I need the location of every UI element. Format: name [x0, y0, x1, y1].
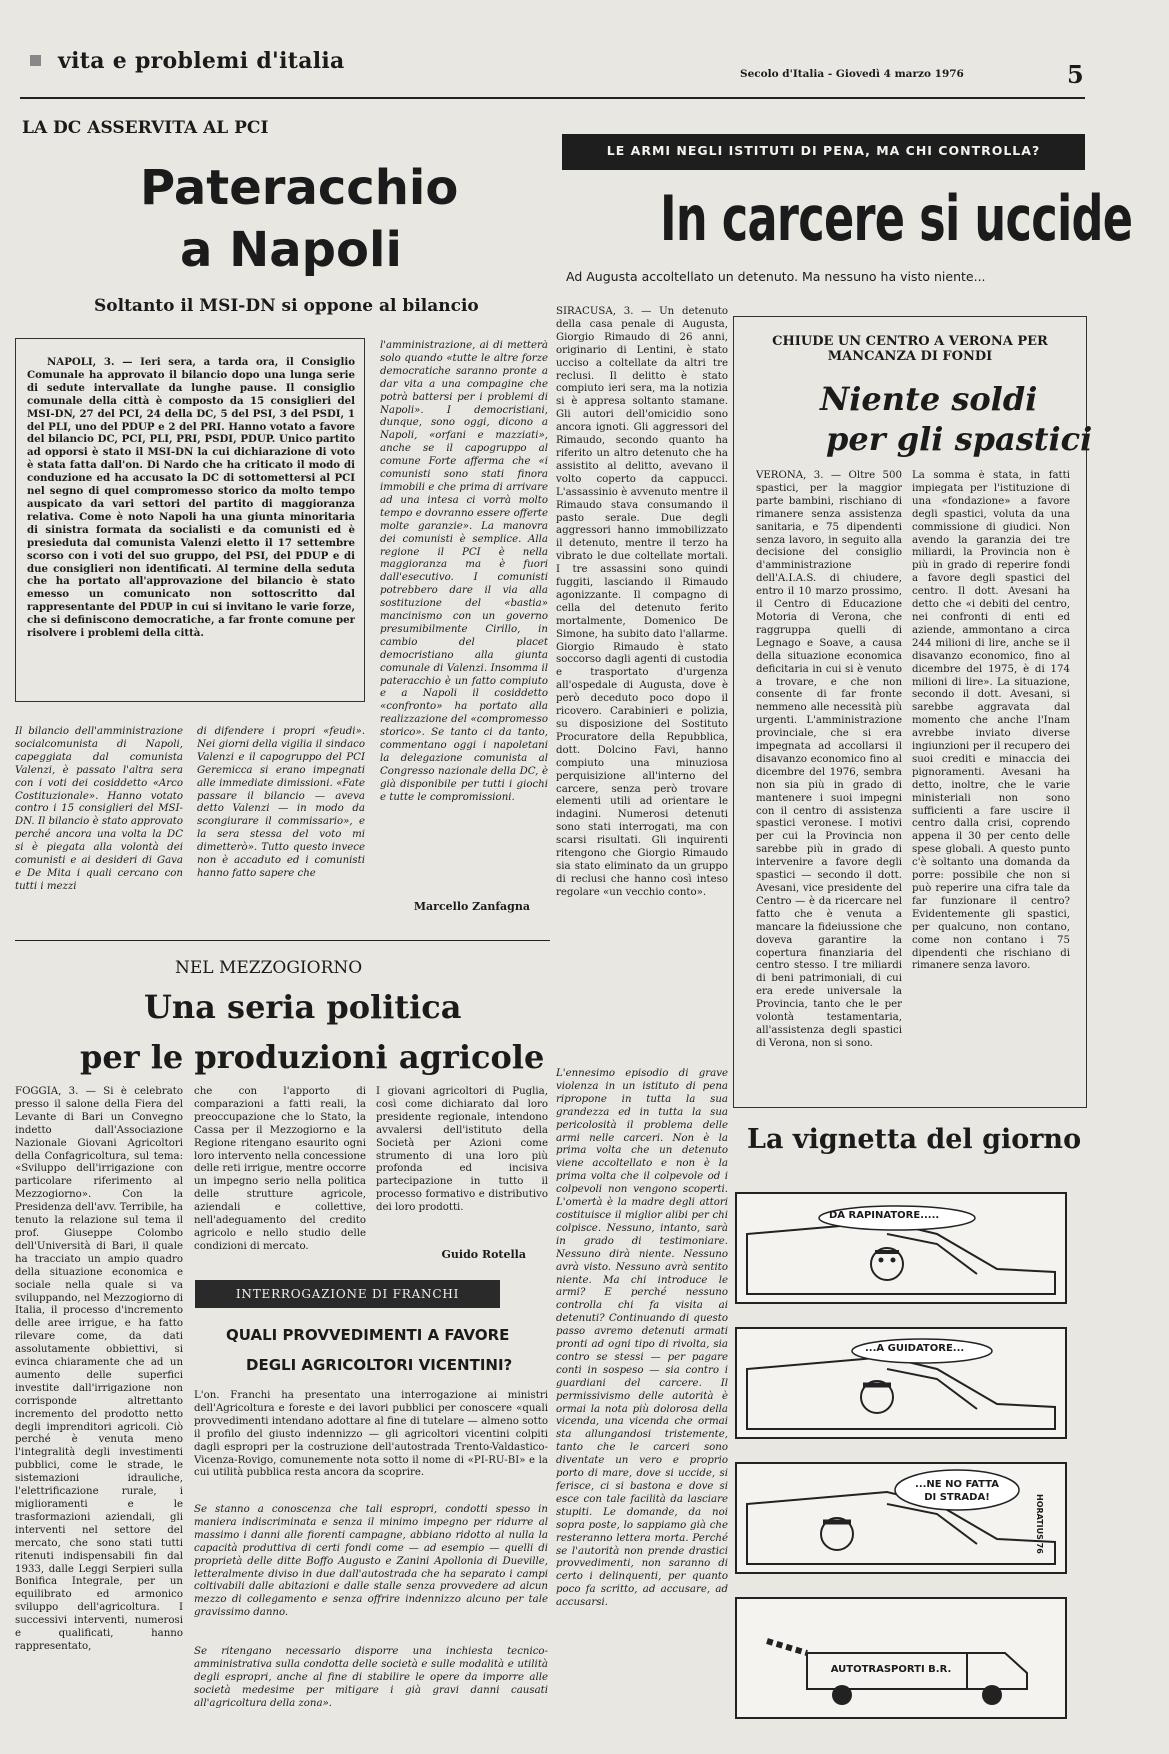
cartoon-panel-2 — [735, 1327, 1067, 1439]
dc-box-text: NAPOLI, 3. — Ieri sera, a tarda ora, il Consiglio Comunale ha approvato il bilancio dopo una lunga serie di sedute intervallate da lunghe pause. Il consiglio comunale della città è composto da 15 consiglieri del MSI-DN, 27 del PCI, 24 della DC, 5 del PSI, 3 del PSDI, 1 del PLI, uno del PDUP e 2 del PRI. Hanno votato a favore del bilancio DC, PCI, PLI, PRI, PSDI, PDUP. Unico partito ad opporsi è stato il MSI-DN la cui dichiarazione di voto è stata fatta dall'on. Di Nardo che ha criticato il modo di conduzione ed ha accusato la DC di sottomettersi al PCI nel segno di quel compromesso storico da molto tempo auspicato da vari settori del partito di maggioranza relativa. Come è noto Napoli ha una giunta minoritaria di sinistra formata da socialisti e da comunisti ed è presieduta dal comunista Valenzi eletto il 17 settembre scorso con i voti del suo gruppo, del PSI, del PDUP e di due consiglieri non identificati. Al termine della seduta che ha portato all'approvazione del bilancio è stato emesso un comunicato non sottoscritto dal rappresentante del PDUP in cui si invitano le varie forze, che si definiscono democratiche, a far fronte comune per risolvere i problemi della città. — [27, 356, 355, 640]
dc-headline-2: a Napoli — [180, 222, 402, 278]
carcere-column: SIRACUSA, 3. — Un detenuto della casa penale di Augusta, Giorgio Rimaudo di 26 anni, originario di Lentini, è stato ucciso a coltellate da altri tre reclusi. Il delitto è stato compiuto ieri sera, ma la notizia si è appresa soltanto stamane. Gli autori dell'omicidio sono ancora ignoti. Gli aggressori del Rimaudo, secondo quanto ha riferito un altro detenuto che ha assistito al delitto, avevano il volto coperto da cappucci. L'assassinio è avvenuto mentre il Rimaudo stava consumando il pasto serale. Due degli aggressori hanno immobilizzato il detenuto, mentre il terzo ha vibrato le due coltellate mortali. I tre assassini sono quindi fuggiti, lasciando il Rimaudo agonizzante. Il compagno di cella del detenuto ferito mortalmente, Domenico De Simone, ha subito dato l'allarme. Giorgio Rimaudo è stato soccorso dagli agenti di custodia e trasportato d'urgenza all'ospedale di Augusta, dove è però deceduto poco dopo il ricovero. Carabinieri e polizia, su disposizione del Sostituto Procuratore della Repubblica, dott. Dolcino Favi, hanno compiuto una minuziosa perquisizione all'interno del carcere, senza però trovare elementi utili ad orientare le indagini. Numerosi detenuti sono stati interrogati, ma con scarsi risultati. Gli inquirenti ritengono che Giorgio Rimaudo sia stato eliminato da un gruppo di reclusi che hanno così inteso regolare «un vecchio conto». — [556, 306, 728, 898]
panel-2-speech: ...A GUIDATORE... — [865, 1343, 965, 1354]
agricole-headline-2: per le produzioni agricole — [80, 1038, 545, 1076]
agricole-byline: Guido Rotella — [441, 1248, 526, 1261]
cartoon-panel-1 — [735, 1192, 1067, 1304]
agricole-column-b: che con l'apporto di comparazioni a fatti reali, la preoccupazione che lo Stato, la Cassa per il Mezzogiorno e la Regione ritengano esaurito ogni loro intervento nella concessione delle reti irrigue, mentre occorre un impegno serio nella politica delle strutture agricole, aziendali e collettive, nell'adeguamento del credito agricolo e nello studio delle condizioni di mercato. — [194, 1086, 366, 1252]
header-rule — [20, 97, 1085, 99]
truck-sign: AUTOTRASPORTI B.R. — [830, 1664, 952, 1675]
cartoon-panel-4 — [735, 1597, 1067, 1719]
dc-right-column: l'amministrazione, ai di metterà solo quando «tutte le altre forze democratiche saranno pronte a dar vita a una compagine che potrà battersi per i problemi di Napoli». I democristiani, dunque, sono oggi, dicono a Napoli, «orfani e mazziati», anche se il capogruppo al comune Forte afferma che «i comunisti sono stati finora immobili e che prima di arrivare ad una intesa ci vorrà molto tempo e dovranno essere offerte molte garanzie». La manovra dei comunisti è semplice. Alla regione il PCI è nella maggioranza ma è fuori dall'esecutivo. I comunisti potrebbero dare il via alla sostituzione del «bastia» mancinismo con un governo presumibilmente Cirillo, in cambio del placet democristiano alla giunta comunale di Valenzi. Insomma il pateracchio è un fatto compiuto e a Napoli il cosiddetto «confronto» ha portato alla realizzazione del «compromesso storico». Se tanto ci da tanto, commentano oggi i napoletani la delegazione comunista al Congresso nazionale della DC, è già disponibile per tutti i giochi e tutte le compromissioni. — [380, 340, 548, 803]
cartoonist-signature: HORATIUS 76 — [1035, 1494, 1044, 1554]
interrogazione-body-3: Se ritengano necessario disporre una inchiesta tecnico-amministrativa sulla condotta delle società e sulle modalità e utilità degli espropri, anche al fine di stabilire le opere da imporre alle società medesime per mitigare i già gravi danni causati all'agricoltura della zona». — [194, 1646, 548, 1709]
cartoon-panel-3 — [735, 1462, 1067, 1574]
section-title: vita e problemi d'italia — [58, 48, 345, 74]
carcere-headline: In carcere si uccide — [660, 182, 1133, 255]
masthead: Secolo d'Italia - Giovedì 4 marzo 1976 — [740, 68, 964, 80]
spastici-column-a: VERONA, 3. — Oltre 500 spastici, per la maggior parte bambini, rischiano di rimanere senza assistenza sanitaria, e 75 dipendenti senza lavoro, in seguito alla decisione del consiglio d'amministrazione dell'A.I.A.S. di chiudere, entro il 10 marzo prossimo, il Centro di Educazione Motoria di Verona, che raggruppa quelli di Legnago e Soave, a causa della situazione economica deficitaria in cui si è venuto a trovare, e che non consente di far fronte nemmeno alle necessità più urgenti. L'amministrazione provinciale, che si era impegnata ad accollarsi il disavanzo economico fino al dicembre del 1976, sembra non sia più in grado di mantenere i suoi impegni con il centro di assistenza spastici veronese. I motivi per cui la Provincia non sarebbe più in grado di intervenire a favore degli spastici — secondo il dott. Avesani, vice presidente del Centro — è da ricercare nel fatto che è venuta a mancare la fideiussione che doveva garantire la copertura finanziaria del centro stesso. I tre miliardi di beni patrimoniali, di cui era erede universale la Provincia, tanto che le per volontà testamentaria, all'assistenza degli spastici di Verona, non si sono. — [756, 470, 902, 1049]
panel-3-speech: ...NE NO FATTA DI STRADA! — [915, 1479, 999, 1503]
dc-column-a: Il bilancio dell'amministrazione socialcomunista di Napoli, capeggiata dal comunista Valenzi, è passato l'altra sera con i voti dei cosiddetto «Arco Costituzionale». Hanno votato contro i 15 consiglieri del MSI-DN. Il bilancio è stato approvato perché ancora una volta la DC si è piegata alla volontà dei comunisti e ai desideri di Gava e De Mita i quali cercano con tutti i mezzi — [15, 726, 183, 892]
dc-subhead: Soltanto il MSI-DN si oppone al bilancio — [94, 296, 479, 316]
dc-headline-1: Pateracchio — [140, 160, 459, 216]
spastici-kicker: CHIUDE UN CENTRO A VERONA PER MANCANZA DI FONDI — [772, 334, 1048, 364]
agricole-column-c: I giovani agricoltori di Puglia, così come dichiarato dal loro presidente regionale, intendono avvalersi dell'istituto della Società per Azioni come strumento di una loro più profonda ed incisiva partecipazione in tutto il processo formativo e distributivo dei loro prodotti. — [376, 1086, 548, 1214]
spastici-headline-2: per gli spastici — [826, 420, 1093, 458]
dc-column-b: di difendere i propri «feudi». Nei giorni della vigilia il sindaco Valenzi e il capogruppo del PCI Geremicca si erano impegnati alle immediate dimissioni. «Fate passare il bilancio — aveva detto Valenzi — in modo da scongiurare il commissario», e la sera stessa del voto mi dimetterò». Tutto questo invece non è accaduto ed i comunisti hanno fatto sapere che — [197, 726, 365, 879]
interrogazione-body-1: L'on. Franchi ha presentato una interrogazione ai ministri dell'Agricoltura e foreste e dei lavori pubblici per conoscere «quali provvedimenti intendano adottare al fine di tutelare — almeno sotto il profilo del giusto indennizzo — gli agricoltori vicentini colpiti dagli espropri per la costruzione dell'autostrada Trento-Valdastico-Vicenza-Rovigo, comunemente nota sotto il nome di «PI-RU-BI» e la cui utilità pubblica resta ancora da scoprire. — [194, 1390, 548, 1479]
section-marker-square — [30, 55, 41, 66]
dc-kicker: LA DC ASSERVITA AL PCI — [22, 118, 269, 138]
dc-byline: Marcello Zanfagna — [413, 900, 530, 913]
panel-1-speech: DA RAPINATORE..... — [829, 1210, 940, 1221]
interrogazione-body-2: Se stanno a conoscenza che tali espropri, condotti spesso in maniera indiscriminata e senza il minimo impegno per ridurre al massimo i danni alle fiorenti campagne, abbiano ridotto al nulla la capacità produttiva di certi fondi come — ad esempio — quelli di proprietà delle ditte Boffo Augusto e Zanini Apollonia di Dueville, letteralmente diviso in due dall'autostrada che ha separato i campi coltivabili dalle abitazioni e dalle stalle senza provvedere ad alcun mezzo di collegamento e senza offrire indennizzo alcuno per tale gravissimo danno. — [194, 1504, 548, 1619]
agricole-column-a: FOGGIA, 3. — Si è celebrato presso il salone della Fiera del Levante di Bari un Convegno indetto dall'Associazione Nazionale Giovani Agricoltori della Confagricoltura, sul tema: «Sviluppo dell'irrigazione con particolare riferimento al Mezzogiorno». Con la Presidenza dell'avv. Terribile, ha tenuto la relazione sul tema il prof. Giuseppe Colombo dell'Università di Bari, il quale ha tracciato un ampio quadro della situazione economica e sociale nella quale si va sviluppando, nel Mezzogiorno di Italia, il processo d'incremento delle aree irrigue, e ha fatto rilevare come, da dati assolutamente obbiettivi, si evinca chiaramente che ad un aumento delle superfici investite dall'irrigazione non corrisponde altrettanto incremento del prodotto netto degli imprenditori agricoli. Ciò perché è venuta meno l'integralità degli investimenti pubblici, come le strade, le sistemazioni idrauliche, l'elettrificazione rurale, i miglioramenti e le trasformazioni aziendali, gli interventi nel settore del mercato, che sono stati tutti ritenuti indispensabili fin dal 1933, dalle Leggi Serpieri sulla Bonifica Integrale, per un equilibrato ed armonico sviluppo dell'agricoltura. I successivi interventi, numerosi e qualificati, hanno rappresentato, — [15, 1086, 183, 1652]
agricole-headline-1: Una seria politica — [144, 988, 462, 1026]
interrogazione-headline-1: QUALI PROVVEDIMENTI A FAVORE — [226, 1326, 510, 1344]
carcere-subhead: Ad Augusta accoltellato un detenuto. Ma nessuno ha visto niente... — [566, 269, 986, 284]
divider-dc-agricole — [15, 940, 550, 941]
page-number: 5 — [1067, 60, 1084, 89]
truck-driver-3-illustration — [737, 1464, 1065, 1572]
truck-illustration — [737, 1599, 1065, 1717]
spastici-headline-1: Niente soldi — [820, 380, 1038, 418]
spastici-column-b: La somma è stata, in fatti impiegata per l'istituzione di una «fondazione» a favore degli spastici, voluta da una commissione di giudici. Non avendo la garanzia dei tre miliardi, la Provincia non è più in grado di reperire fondi a favore degli spastici del centro. Il dott. Avesani ha detto che «i debiti del centro, nei confronti di enti ed aziende, ammontano a circa 244 milioni di lire, anche se il disavanzo economico, fino al dicembre del 1975, è di 174 milioni di lire». La situazione, secondo il dott. Avesani, si sarebbe aggravata dal momento che anche l'Inam avrebbe inviato diverse ingiunzioni per il recupero dei suoi crediti e minaccia dei pignoramenti. Avesani ha detto, inoltre, che le varie ministeriali non sono sufficienti a fare uscire il centro dalla crisi, coprendo appena il 30 per cento delle spese globali. A questo punto c'è soltanto una domanda da porre: possibile che non si può reperire una cifra tale da far funzionare il centro? Evidentemente gli spastici, per qualcuno, non contano, come non contano i 75 dipendenti che rischiano di rimanere senza lavoro. — [912, 470, 1070, 972]
vignetta-title: La vignetta del giorno — [747, 1124, 1082, 1155]
carcere-comment: L'ennesimo episodio di grave violenza in un istituto di pena ripropone in tutta la sua grandezza ed in tutta la sua pericolosità il problema delle armi nelle carceri. Non è la prima volta che un detenuto viene accoltellato e non è la prima volta che il colpevole od i colpevoli non vengono scoperti. L'omertà è la madre degli attori costituisce il miglior alibi per chi colpisce. Nessuno, intanto, sarà in grado di testimoniare. Nessuno dirà niente. Nessuno avrà visto. Nessuno avrà sentito niente. Ma chi introduce le armi? E perché nessuno controlla chi fa visita ai detenuti? Continuando di questo passo avremo detenuti armati pronti ad ogni tipo di rivolta, sia contro se stessi — per pagare conti in sospeso — sia contro i guardiani del carcere. Il permissivismo delle autorità è ormai la nota più dolorosa della vicenda, una vicenda che ormai sta allungandosi tristemente, tanto che le carceri sono diventate un vero e proprio porto di mare, dove si uccide, si ferisce, ci si bastona e dove si esce con tale facilità da lasciare stupiti. Le domande, da noi sopra poste, lo sappiamo già che resteranno lettera morta. Perché se l'autorità non prende drastici provvedimenti, non saranno di certo i delinquenti, per quanto poco fa scritto, ad accusare, ad accusarsi. — [556, 1068, 728, 1609]
agricole-kicker: NEL MEZZOGIORNO — [175, 958, 363, 978]
interrogazione-headline-2: DEGLI AGRICOLTORI VICENTINI? — [246, 1356, 513, 1374]
interrogazione-banner-text: INTERROGAZIONE DI FRANCHI — [235, 1287, 460, 1301]
carcere-banner-text: LE ARMI NEGLI ISTITUTI DI PENA, MA CHI CONTROLLA? — [606, 143, 1041, 158]
